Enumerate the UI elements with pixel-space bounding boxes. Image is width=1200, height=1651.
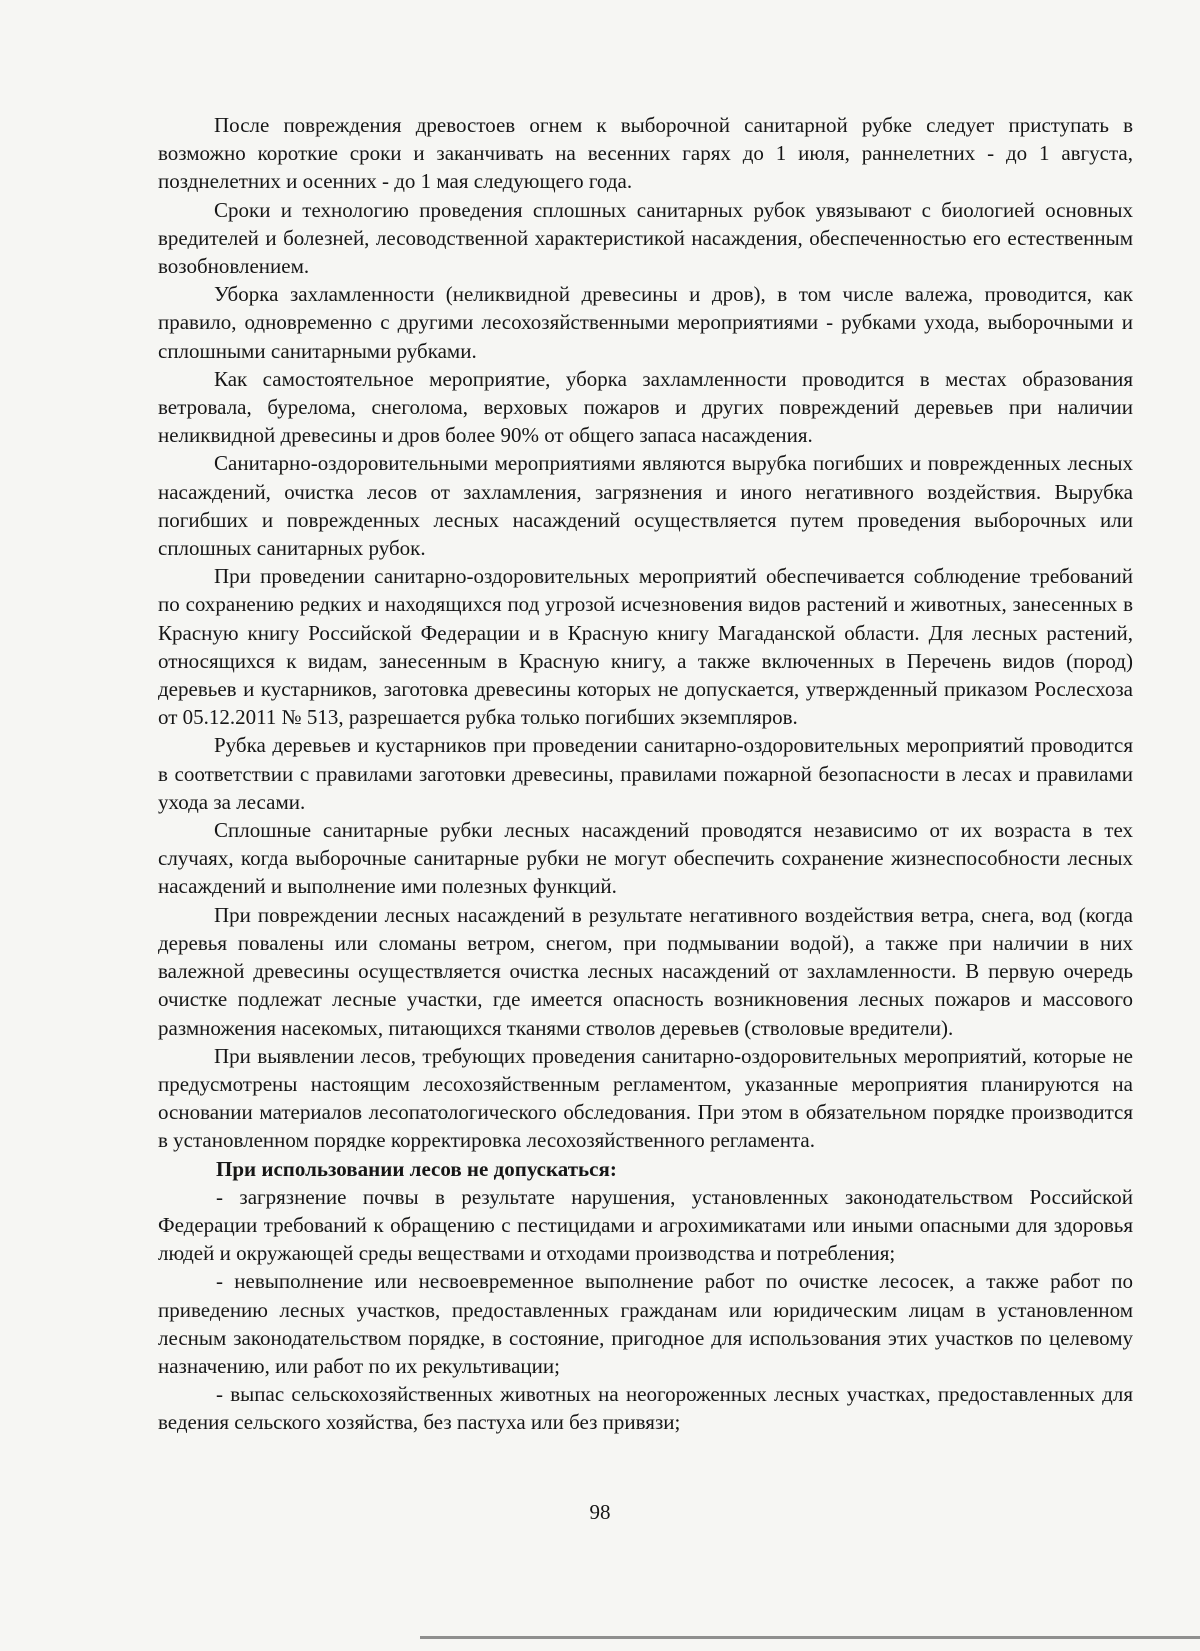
page-number: 98: [589, 1500, 611, 1524]
paragraph: Санитарно-оздоровительными мероприятиями являются вырубка погибших и поврежденных лесных насаждений, очистка лесов от захламления, загрязнения и иного негативного воздействия. Вырубка погибших и поврежденных лесных насаждений осуществляется путем проведения выборочных или сплошных санитарных рубок.: [158, 451, 1133, 561]
paragraph: При проведении санитарно-оздоровительных мероприятий обеспечивается соблюдение требований по сохранению редких и находящихся под угрозой исчезновения видов растений и животных, занесенных в Красную книгу Российской Федерации и в Красную книгу Магаданской области. Для лесных растений, относящихся к видам, занесенным в Красную книгу, а также включенных в Перечень видов (пород) деревьев и кустарников, заготовка древесины которых не допускается, утвержденный приказом Рослесхоза от 05.12.2011 № 513, разрешается рубка только погибших экземпляров.: [158, 564, 1133, 730]
list-item: - выпас сельскохозяйственных животных на неогороженных лесных участках, предоставленных для ведения сельского хозяйства, без пастуха или без привязи;: [158, 1382, 1133, 1435]
paragraph: При выявлении лесов, требующих проведения санитарно-оздоровительных мероприятий, которые не предусмотрены настоящим лесохозяйственным регламентом, указанные мероприятия планируются на основании материалов лесопатологического обследования. При этом в обязательном порядке производится в установленном порядке корректировка лесохозяйственного регламента.: [158, 1043, 1133, 1153]
list-item: - невыполнение или несвоевременное выполнение работ по очистке лесосек, а также работ по приведению лесных участков, предоставленных гражданам или юридическим лицам в установленном лесным законодательством порядке, в состояние, пригодное для использования этих участков по целевому назначению, или работ по их рекультивации;: [158, 1269, 1133, 1378]
list-item: - загрязнение почвы в результате нарушения, установленных законодательством Российской Федерации требований к обращению с пестицидами и агрохимикатами или иными опасными для здоровья людей и окружающей среды веществами и отходами производства и потребления;: [158, 1184, 1133, 1266]
document-body: [158, 111, 1133, 1437]
paragraph: При повреждении лесных насаждений в результате негативного воздействия ветра, снега, вод (когда деревья повалены или сломаны ветром, снегом, при подмывании водой), а также при наличии в них валежной древесины осуществляется очистка лесных насаждений от захламленности. В первую очередь очистке подлежат лесные участки, где имеется опасность возникновения лесных пожаров и массового размножения насекомых, питающихся тканями стволов деревьев (стволовые вредители).: [158, 902, 1133, 1040]
paragraph: Как самостоятельное мероприятие, уборка захламленности проводится в местах образования ветровала, бурелома, снеголома, верховых пожаров и других повреждений деревьев при наличии неликвидной древесины и дров более 90% от общего запаса насаждения.: [158, 366, 1133, 448]
scan-edge-divider: [420, 1636, 1200, 1639]
section-heading: При использовании лесов не допускаться:: [216, 1156, 617, 1181]
paragraph: Рубка деревьев и кустарников при проведении санитарно-оздоровительных мероприятий проводится в соответствии с правилами заготовки древесины, правилами пожарной безопасности в лесах и правилами ухода за лесами.: [158, 733, 1133, 814]
paragraph: Уборка захламленности (неликвидной древесины и дров), в том числе валежа, проводится, как правило, одновременно с другими лесохозяйственными мероприятиями - рубками ухода, выборочными и сплошными санитарными рубками.: [158, 282, 1133, 363]
paragraph: Сроки и технологию проведения сплошных санитарных рубок увязывают с биологией основных вредителей и болезней, лесоводственной характеристикой насаждения, обеспеченностью его естественным возобновлением.: [158, 197, 1133, 279]
paragraph: После повреждения древостоев огнем к выборочной санитарной рубке следует приступать в возможно короткие сроки и заканчивать на весенних гарях до 1 июля, раннелетних - до 1 августа, позднелетних и осенних - до 1 мая следующего года.: [158, 113, 1133, 194]
paragraph: Сплошные санитарные рубки лесных насаждений проводятся независимо от их возраста в тех случаях, когда выборочные санитарные рубки не могут обеспечить сохранение жизнеспособности лесных насаждений и выполнение ими полезных функций.: [158, 818, 1133, 899]
